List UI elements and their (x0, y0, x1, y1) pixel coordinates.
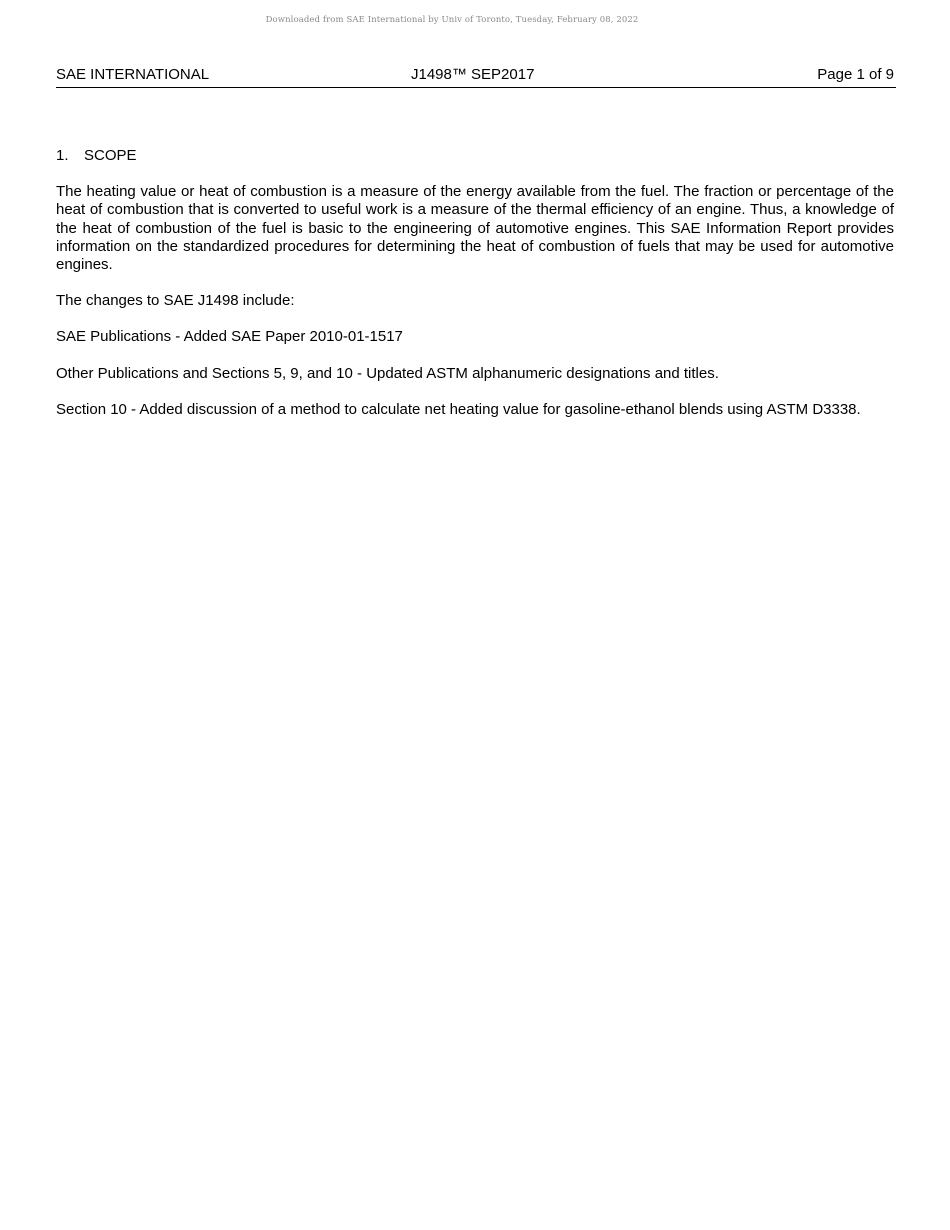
change-item: Other Publications and Sections 5, 9, and 10 - Updated ASTM alphanumeric designations and titles. (56, 364, 719, 382)
document-body (56, 147, 894, 437)
page-number: Page 1 of 9 (817, 66, 894, 83)
section-heading (56, 147, 894, 165)
changes-intro: The changes to SAE J1498 include: (56, 292, 295, 310)
document-id: J1498™ SEP2017 (411, 66, 535, 83)
section-title: SCOPE (84, 147, 137, 164)
section-number: 1. (56, 147, 69, 164)
page-header (56, 66, 896, 88)
publisher-name: SAE INTERNATIONAL (56, 66, 210, 83)
scope-paragraph: The heating value or heat of combustion is a measure of the energy available from the fuel. The fraction or percentage of the heat of combustion that is converted to useful work is a measure of the thermal efficiency of an engine. Thus, a knowledge of the heat of combustion of the fuel is basic to the engineering of automotive engines. This SAE Information Report provides information on the standardized procedures for determining the heat of combustion of fuels that may be used for automotive engines. (56, 183, 894, 274)
change-item: SAE Publications - Added SAE Paper 2010-01-1517 (56, 328, 403, 346)
change-item: Section 10 - Added discussion of a method to calculate net heating value for gasoline-ethanol blends using ASTM D3338. (56, 400, 861, 418)
download-watermark: Downloaded from SAE International by Univ of Toronto, Tuesday, February 08, 2022 (265, 15, 639, 25)
